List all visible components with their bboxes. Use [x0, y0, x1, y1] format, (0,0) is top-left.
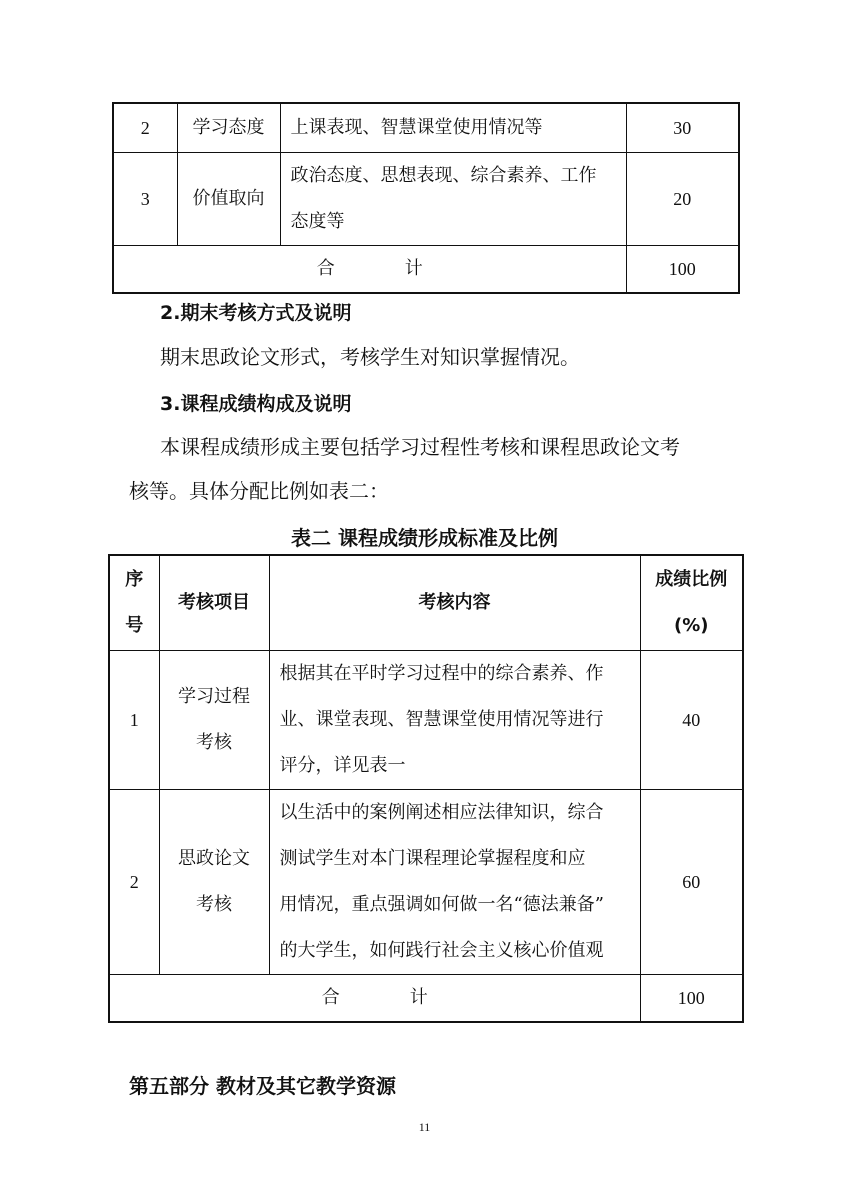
header-ratio-line: (%)	[674, 614, 709, 636]
grading-table-1	[112, 102, 740, 294]
total-label	[109, 974, 640, 1022]
total-row	[113, 245, 739, 293]
table-header-row	[109, 555, 743, 650]
content-line: 业、课堂表现、智慧课堂使用情况等进行	[279, 708, 604, 730]
score: 20	[626, 152, 739, 245]
section-heading-grade-composition: 3.课程成绩构成及说明	[160, 393, 352, 415]
item-line: 学习过程	[178, 685, 250, 707]
ratio-value: 40	[640, 650, 743, 789]
assessment-content: 上课表现、智慧课堂使用情况等	[280, 103, 626, 152]
total-label-a: 合	[316, 257, 335, 279]
header-number-line: 序	[125, 568, 144, 590]
paragraph-grade-composition-line1: 本课程成绩形成主要包括学习过程性考核和课程思政论文考	[160, 435, 680, 459]
header-ratio-line: 成绩比例	[655, 568, 728, 590]
assessment-content	[269, 789, 640, 974]
row-number: 2	[113, 103, 177, 152]
paragraph-grade-composition-line2: 核等。具体分配比例如表二：	[129, 479, 389, 503]
assessment-content	[269, 650, 640, 789]
table-row	[109, 789, 743, 974]
total-value: 100	[640, 974, 743, 1022]
total-row	[109, 974, 743, 1022]
assessment-item: 价值取向	[177, 152, 280, 245]
total-label-b: 计	[404, 257, 423, 279]
section-heading-final-assessment: 2.期末考核方式及说明	[160, 302, 352, 324]
total-label-a: 合	[321, 986, 340, 1008]
score: 30	[626, 103, 739, 152]
content-line: 评分，详见表一	[279, 754, 406, 776]
ratio-value: 60	[640, 789, 743, 974]
total-value: 100	[626, 245, 739, 293]
header-number	[109, 555, 159, 650]
row-number: 2	[109, 789, 159, 974]
total-label-b: 计	[409, 986, 428, 1008]
row-number: 3	[113, 152, 177, 245]
header-content: 考核内容	[269, 555, 640, 650]
header-ratio	[640, 555, 743, 650]
content-line: 以生活中的案例阐述相应法律知识，综合	[279, 801, 604, 823]
grading-table-2	[108, 554, 744, 1023]
item-line: 考核	[196, 893, 232, 915]
content-line: 用情况，重点强调如何做一名“德法兼备”	[279, 893, 604, 915]
content-line: 态度等	[290, 210, 345, 232]
assessment-item: 学习态度	[177, 103, 280, 152]
item-line: 考核	[196, 731, 232, 753]
part-five-heading: 第五部分 教材及其它教学资源	[129, 1074, 396, 1098]
assessment-item	[159, 650, 269, 789]
table-caption: 表二 课程成绩形成标准及比例	[291, 526, 558, 550]
content-line: 测试学生对本门课程理论掌握程度和应	[279, 847, 586, 869]
header-item: 考核项目	[159, 555, 269, 650]
assessment-content	[280, 152, 626, 245]
row-number: 1	[109, 650, 159, 789]
content-line: 的大学生，如何践行社会主义核心价值观	[279, 939, 604, 961]
content-line: 根据其在平时学习过程中的综合素养、作	[279, 662, 604, 684]
table-row	[113, 152, 739, 245]
total-label	[113, 245, 626, 293]
item-line: 思政论文	[178, 847, 250, 869]
page-number: 11	[418, 1120, 431, 1134]
assessment-item	[159, 789, 269, 974]
content-line: 政治态度、思想表现、综合素养、工作	[290, 164, 597, 186]
paragraph-final-assessment: 期末思政论文形式，考核学生对知识掌握情况。	[160, 345, 580, 369]
table-row	[109, 650, 743, 789]
table-row	[113, 103, 739, 152]
header-number-line: 号	[125, 614, 144, 636]
